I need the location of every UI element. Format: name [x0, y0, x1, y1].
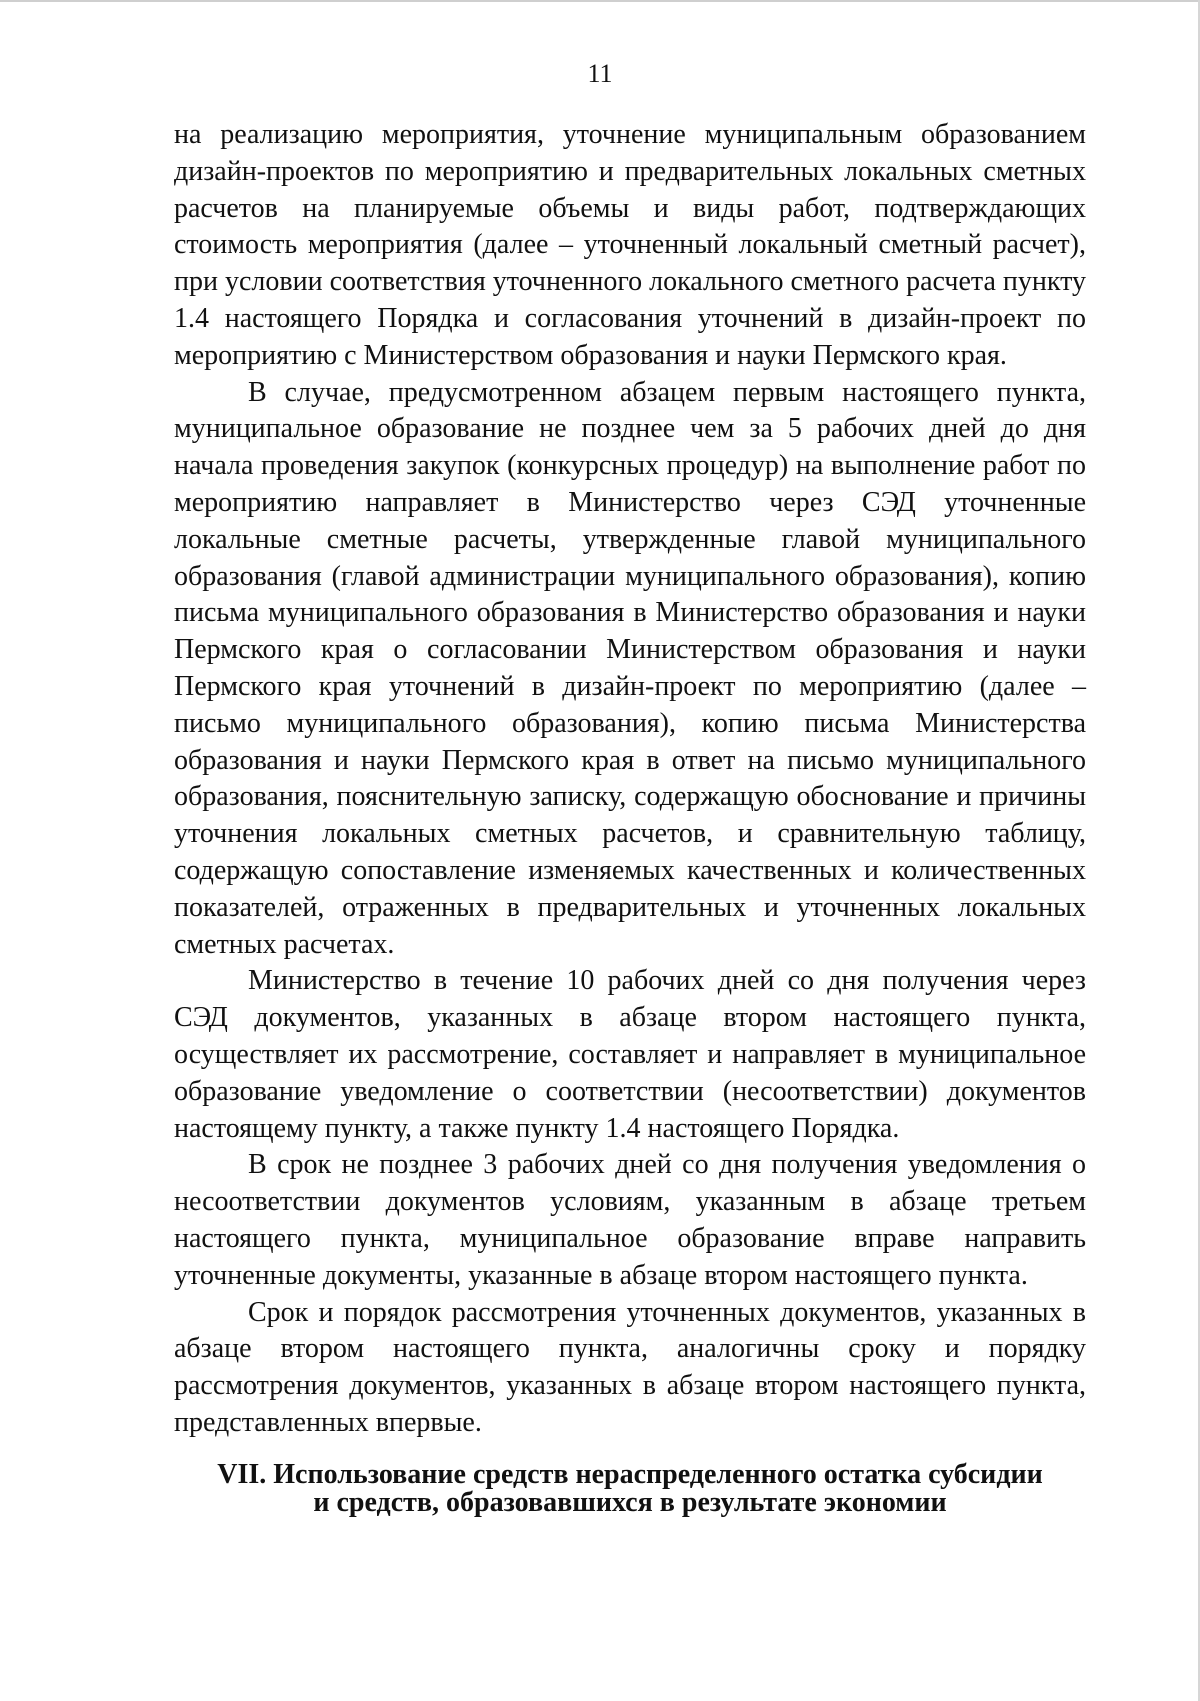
section-heading-line-2: и средств, образовавшихся в результате экономии	[313, 1487, 947, 1518]
section-heading-line-1: VII. Использование средств нераспределенного остатка субсидии	[217, 1459, 1043, 1490]
paragraph-ministry-review: Министерство в течение 10 рабочих дней со дня получения через СЭД документов, указанных в абзаце втором настоящего пункта, осуществляет их рассмотрение, составляет и направляет в муниципальное образование уведомление о соответствии (несоответствии) документов настоящему пункту, а также пункту 1.4 настоящего Порядка.	[174, 965, 1086, 1144]
body-text	[174, 117, 1086, 1442]
scan-edge-top	[0, 0, 1200, 2]
paragraph-continuation: на реализацию мероприятия, уточнение муниципальным образованием дизайн-проектов по мероприятию и предварительных локальных сметных расчетов на планируемые объемы и виды работ, подтверждающих стоимость мероприятия (далее – уточненный локальный сметный расчет), при условии соответствия уточненного локального сметного расчета пункту 1.4 настоящего Порядка и согласования уточнений в дизайн-проект по мероприятию с Министерством образования и науки Пермского края.	[174, 119, 1086, 371]
paragraph-refined-estimates: В случае, предусмотренном абзацем первым настоящего пункта, муниципальное образование не позднее чем за 5 рабочих дней до дня начала проведения закупок (конкурсных процедур) на выполнение работ по мероприятию направляет в Министерство через СЭД уточненные локальные сметные расчеты, утвержденные главой муниципального образования (главой администрации муниципального образования), копию письма муниципального образования в Министерство образования и науки Пермского края о согласовании Министерством образования и науки Пермского края уточнений в дизайн-проект по мероприятию (далее – письмо муниципального образования), копию письма Министерства образования и науки Пермского края в ответ на письмо муниципального образования, пояснительную записку, содержащую обоснование и причины уточнения локальных сметных расчетов, и сравнительную таблицу, содержащую сопоставление изменяемых качественных и количественных показателей, отраженных в предварительных и уточненных локальных сметных расчетах.	[174, 376, 1086, 960]
paragraph-review-procedure: Срок и порядок рассмотрения уточненных документов, указанных в абзаце втором настоящего пункта, аналогичны сроку и порядку рассмотрения документов, указанных в абзаце втором настоящего пункта, представленных впервые.	[174, 1296, 1086, 1438]
section-heading	[174, 1461, 1086, 1517]
paragraph-resubmission-deadline: В срок не позднее 3 рабочих дней со дня получения уведомления о несоответствии документов условиям, указанным в абзаце третьем настоящего пункта, муниципальное образование вправе направить уточненные документы, указанные в абзаце втором настоящего пункта.	[174, 1149, 1086, 1291]
page-number: 11	[587, 59, 613, 88]
